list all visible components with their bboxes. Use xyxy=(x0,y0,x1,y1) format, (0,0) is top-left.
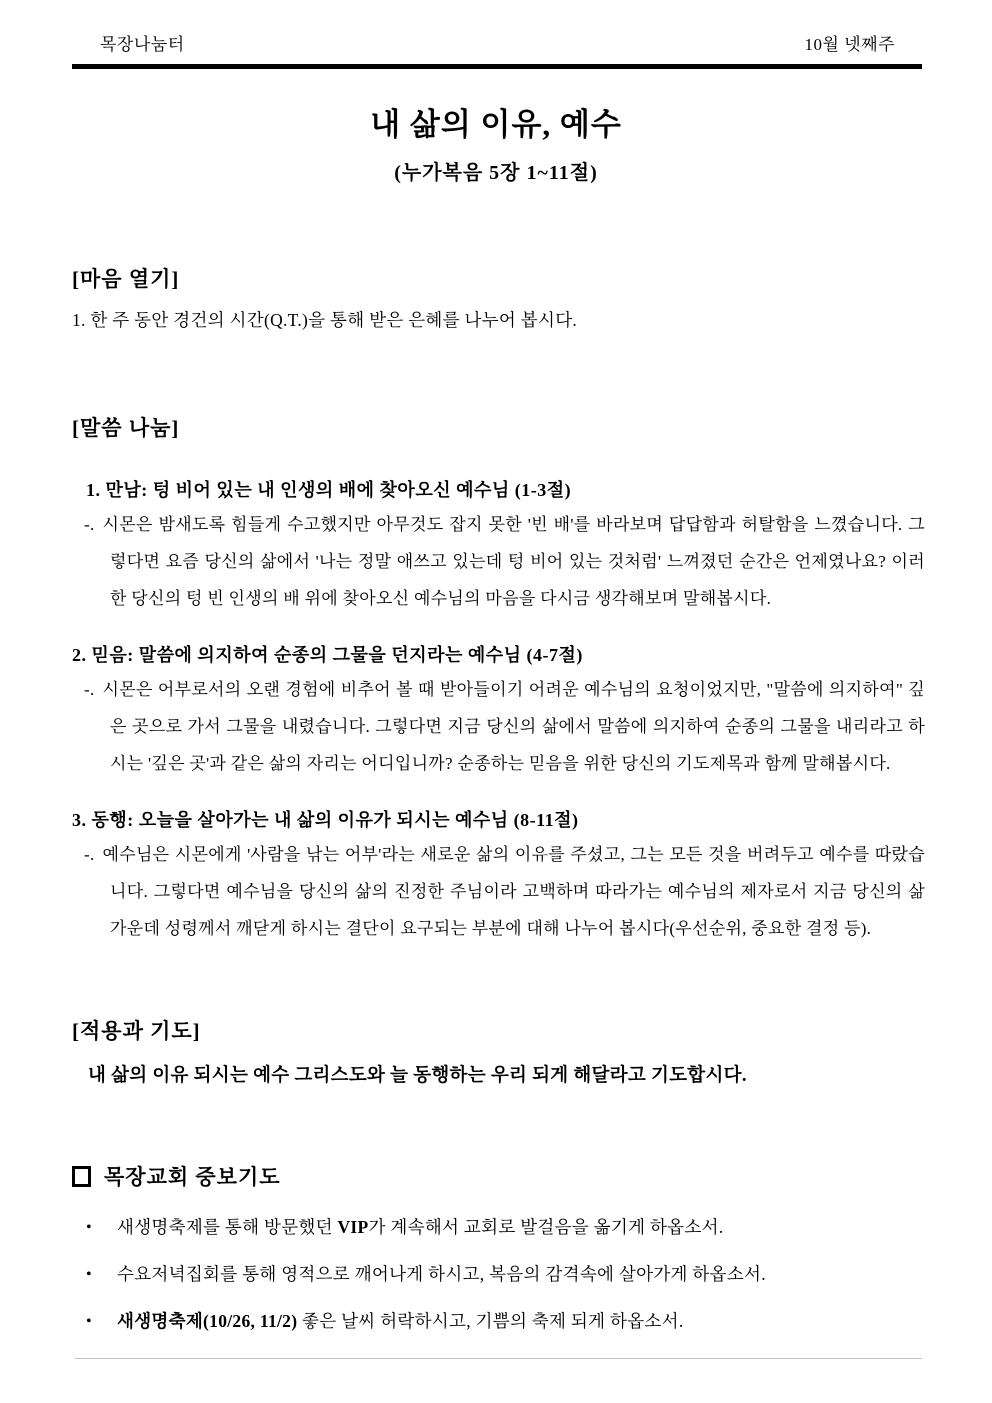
prayer-item xyxy=(72,1264,925,1285)
dash-marker: -. xyxy=(84,515,95,534)
sermon-point-1-heading xyxy=(72,476,925,502)
sermon-point-2-heading xyxy=(72,641,925,667)
intercession-heading-row xyxy=(72,1161,925,1191)
prayer-item-text xyxy=(117,1311,684,1332)
intercession-heading: 목장교회 중보기도 xyxy=(104,1165,281,1189)
document-body xyxy=(0,263,992,1332)
scripture-reference: (누가복음 5장 1~11절) xyxy=(394,162,598,184)
prayer-text-segment: 가 계속해서 교회로 발걸음을 옮기게 하옵소서. xyxy=(368,1217,724,1237)
prayer-text-segment: 좋은 날씨 허락하시고, 기쁨의 축제 되게 하옵소서. xyxy=(297,1311,684,1331)
page-title: 내 삶의 이유, 예수 xyxy=(370,107,622,142)
prayer-text-segment: 수요저녁집회를 통해 영적으로 깨어나게 하시고, 복음의 감격속에 살아가게 하옵소서. xyxy=(117,1264,766,1284)
prayer-item xyxy=(72,1217,925,1238)
sermon-point-2-number: 2. xyxy=(72,645,87,665)
sermon-point-2-body: 시몬은 어부로서의 오랜 경험에 비추어 볼 때 받아들이기 어려운 예수님의 요청이었지만, "말씀에 의지하여" 깊은 곳으로 가서 그물을 내렸습니다. 그렇다면 지금 당신의 삶에서 말씀에 의지하여 순종의 그물을 내리라고 하시는 '깊은 곳'과 같은 삶의 자리는 어디입니까? 순종하는 믿음을 위한 당신의 기도제목과 함께 말해봅시다. xyxy=(102,680,925,773)
page-header xyxy=(0,0,992,55)
bullet-icon: • xyxy=(86,1266,92,1283)
application-prayer-text: 내 삶의 이유 되시는 예수 그리스도와 늘 동행하는 우리 되게 해달라고 기도합시다. xyxy=(88,1066,747,1086)
prayer-text-segment: 새생명축제를 통해 방문했던 xyxy=(117,1217,338,1237)
sermon-point-1-body: 시몬은 밤새도록 힘들게 수고했지만 아무것도 잡지 못한 '빈 배'를 바라보며 답답함과 허탈함을 느꼈습니다. 그렇다면 요즘 당신의 삶에서 '나는 정말 애쓰고 있는데 텅 비어 있는 것처럼' 느껴졌던 순간은 언제였나요? 이러한 당신의 텅 빈 인생의 배 위에 찾아오신 예수님의 마음을 다시금 생각해보며 말해봅시다. xyxy=(102,515,925,608)
sermon-point-1-title: 만남: 텅 비어 있는 내 인생의 배에 찾아오신 예수님 (1-3절) xyxy=(105,480,572,500)
sermon-point-2-paragraph xyxy=(72,671,925,782)
section-heading-opening: [마음 열기] xyxy=(72,267,180,291)
sermon-point-2-title: 믿음: 말씀에 의지하여 순종의 그물을 던지라는 예수님 (4-7절) xyxy=(91,645,583,665)
section-heading-sharing: [말씀 나눔] xyxy=(72,416,180,440)
dash-marker: -. xyxy=(84,680,95,699)
prayer-item-text xyxy=(117,1264,766,1285)
opening-question: 1. 한 주 동안 경건의 시간(Q.T.)을 통해 받은 은혜를 나누어 봅시다. xyxy=(72,310,578,330)
prayer-item-text xyxy=(117,1217,723,1238)
prayer-text-bold-segment: VIP xyxy=(337,1217,369,1237)
sermon-point-1-paragraph xyxy=(72,506,925,617)
header-left-label: 목장나눔터 xyxy=(100,35,185,54)
sermon-point-3-title: 동행: 오늘을 살아가는 내 삶의 이유가 되시는 예수님 (8-11절) xyxy=(91,810,579,830)
intercession-prayer-list xyxy=(72,1217,925,1332)
bullet-icon: • xyxy=(86,1313,92,1330)
square-bullet-icon xyxy=(72,1166,91,1187)
header-divider xyxy=(72,64,922,69)
section-heading-application: [적용과 기도] xyxy=(72,1019,201,1043)
sermon-point-1-number: 1. xyxy=(86,480,101,500)
footer-divider xyxy=(75,1358,922,1359)
dash-marker: -. xyxy=(84,845,95,864)
sermon-point-3-number: 3. xyxy=(72,810,87,830)
sermon-point-3-body: 예수님은 시몬에게 '사람을 낚는 어부'라는 새로운 삶의 이유를 주셨고, 그는 모든 것을 버려두고 예수를 따랐습니다. 그렇다면 예수님을 당신의 삶의 진정한 주님이라 고백하며 따라가는 예수님의 제자로서 지금 당신의 삶 가운데 성령께서 깨닫게 하시는 결단이 요구되는 부분에 대해 나누어 봅시다(우선순위, 중요한 결정 등). xyxy=(102,845,925,938)
prayer-item xyxy=(72,1311,925,1332)
sermon-point-3-paragraph xyxy=(72,836,925,947)
prayer-text-bold-segment: 새생명축제(10/26, 11/2) xyxy=(117,1311,298,1331)
header-right-label: 10월 넷째주 xyxy=(804,35,895,54)
sermon-point-3-heading xyxy=(72,806,925,832)
bullet-icon: • xyxy=(86,1219,92,1236)
